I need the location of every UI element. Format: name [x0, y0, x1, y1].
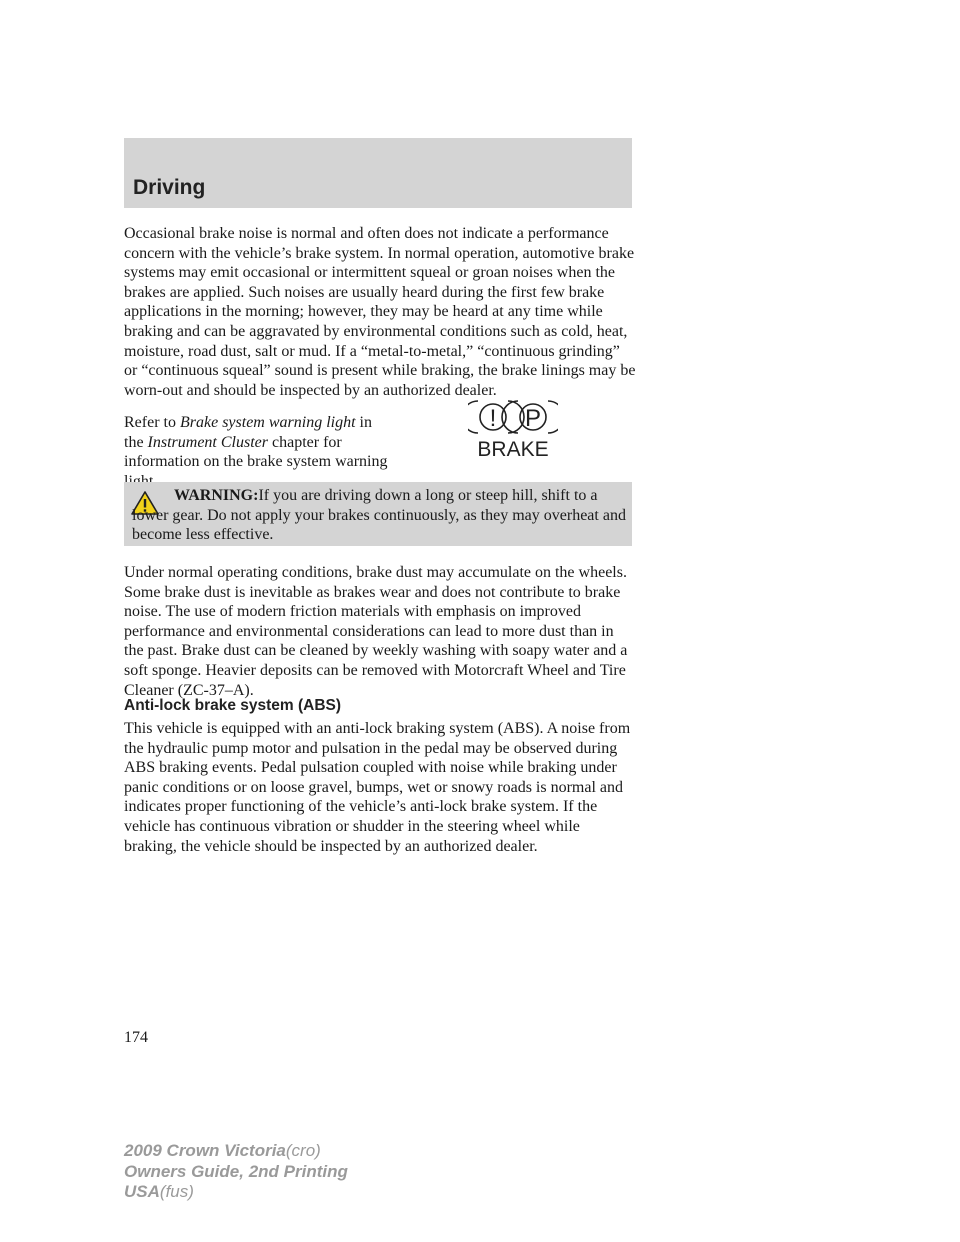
brake-dust-paragraph: Under normal operating conditions, brake dust may accumulate on the wheels. Some brake dust is inevitable as brakes wear and does not contribute to brake noise. The use of modern friction materials with emphasis on improved performance and environmental considerations can lead to more dust than in the past. Brake dust can be cleaned by weekly washing with soapy water and a soft sponge. Heavier deposits can be removed with Motorcraft Wheel and Tire Cleaner (ZC-37–A). — [124, 564, 628, 699]
footer-line-2: Owners Guide, 2nd Printing — [124, 1161, 348, 1181]
brake-noise-paragraph: Occasional brake noise is normal and often does not indicate a performance concern with the vehicle’s brake system. In normal operation, automotive brake systems may emit occasional or intermittent squeal or groan noises when the brakes are applied. Such noises are usually heard during the first few brake applications in the morning; however, they may be heard at any time while braking and can be aggravated by environmental conditions such as cold, heat, moisture, road dust, salt or mud. If a “metal-to-metal,” “continuous grinding” or “continuous squeal” sound is present while braking, the brake linings may be worn-out and should be inspected by an authorized dealer. — [124, 225, 636, 399]
warning-message: If you are driving down a long or steep hill, shift to a lower gear. Do not apply your brakes continuously, as they may overheat and become less effective. — [132, 487, 626, 544]
brake-symbol-letter: P — [524, 405, 542, 432]
footer-model: 2009 Crown Victoria — [124, 1141, 286, 1160]
page-section-title: Driving — [133, 176, 206, 199]
footer-market-code: (fus) — [159, 1182, 194, 1201]
brake-warning-symbol-icon — [468, 397, 558, 459]
refer-paragraph — [124, 413, 389, 491]
page-number: 174 — [124, 1029, 148, 1046]
abs-paragraph: This vehicle is equipped with an anti-lock braking system (ABS). A noise from the hydraulic pump motor and pulsation in the pedal may be observed during ABS braking events. Pedal pulsation coupled with noise while braking under panic conditions or on loose gravel, bumps, wet or snowy roads is normal and indicates proper functioning of the vehicle’s anti-lock brake system. If the vehicle has continuous vibration or shudder in the steering wheel while braking, the vehicle should be inspected by an authorized dealer. — [124, 720, 631, 855]
footer-line-3 — [124, 1182, 348, 1203]
refer-suffix: chapter for information on the brake system warning — [124, 433, 388, 471]
brake-symbol-label: BRAKE — [477, 438, 549, 459]
footer-market: USA — [124, 1182, 160, 1201]
footer-line-1 — [124, 1141, 348, 1162]
instrument-cluster-reference: Instrument Cluster — [147, 433, 268, 451]
document-footer — [124, 1141, 348, 1203]
brake-symbol-exclaim: ! — [489, 405, 497, 432]
warning-label: WARNING: — [174, 487, 259, 504]
abs-section-heading: Anti-lock brake system (ABS) — [124, 697, 342, 714]
footer-model-code: (cro) — [285, 1141, 321, 1160]
refer-prefix: Refer to — [124, 414, 180, 431]
refer-middle: in the — [124, 414, 372, 451]
warning-text — [132, 486, 632, 545]
brake-warning-light-reference: Brake system warning light — [179, 414, 356, 431]
